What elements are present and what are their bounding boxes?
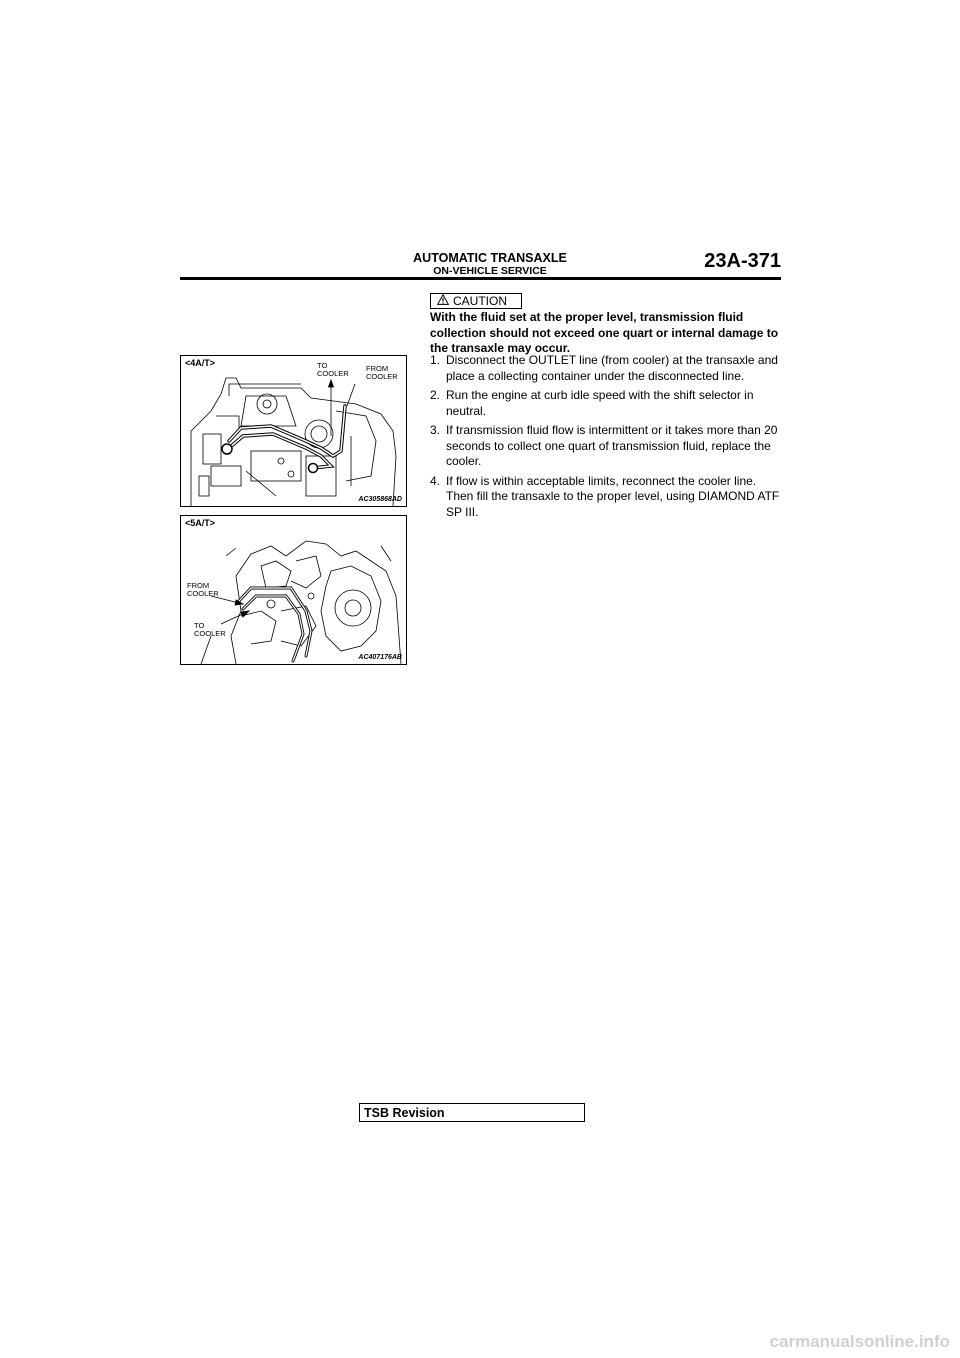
list-item [430, 423, 785, 470]
watermark: carmanualsonline.info [769, 1332, 950, 1351]
to-cooler-callout: TO COOLER [194, 621, 226, 638]
step-number: 2. [430, 388, 441, 402]
tsb-revision-box: TSB Revision [359, 1103, 585, 1122]
header-rule [180, 277, 781, 280]
step-text: If transmission fluid flow is intermittent or it takes more than 20 seconds to collect one quart of transmission fluid, replace the cooler. [446, 423, 778, 468]
step-text: Run the engine at curb idle speed with the shift selector in neutral. [446, 388, 754, 418]
section-subtitle: ON-VEHICLE SERVICE [433, 265, 547, 277]
list-item [430, 388, 785, 419]
step-text: Disconnect the OUTLET line (from cooler) at the transaxle and place a collecting container under the disconnected line. [446, 353, 778, 383]
step-number: 3. [430, 423, 441, 437]
page-number: 23A-371 [704, 250, 781, 272]
figure-label: <5A/T> [185, 518, 216, 528]
step-number: 4. [430, 473, 441, 488]
figure-4at [180, 355, 407, 507]
list-item [430, 474, 785, 521]
step-number: 1. [430, 353, 441, 367]
step-text: If flow is within acceptable limits, reconnect the cooler line. Then fill the transaxle to the proper level, using DIAMOND ATF SP III. [446, 473, 780, 519]
caution-box [430, 293, 522, 309]
figure-label: <4A/T> [185, 358, 216, 368]
list-item [430, 353, 785, 384]
from-cooler-callout: FROM COOLER [187, 581, 219, 598]
caution-label: CAUTION [453, 294, 507, 308]
section-title: AUTOMATIC TRANSAXLE [413, 251, 567, 265]
figure-5at [180, 515, 407, 665]
to-cooler-callout: TO COOLER [317, 361, 349, 378]
figure-code: AC407176AB [358, 654, 402, 661]
figure-code: AC305868AD [358, 496, 402, 503]
from-cooler-callout: FROM COOLER [366, 364, 398, 381]
caution-text: With the fluid set at the proper level, transmission fluid collection should not exceed one quart or internal damage to the transaxle may occur. [430, 310, 779, 355]
procedure-steps [430, 353, 785, 524]
warning-triangle-icon [437, 292, 449, 310]
